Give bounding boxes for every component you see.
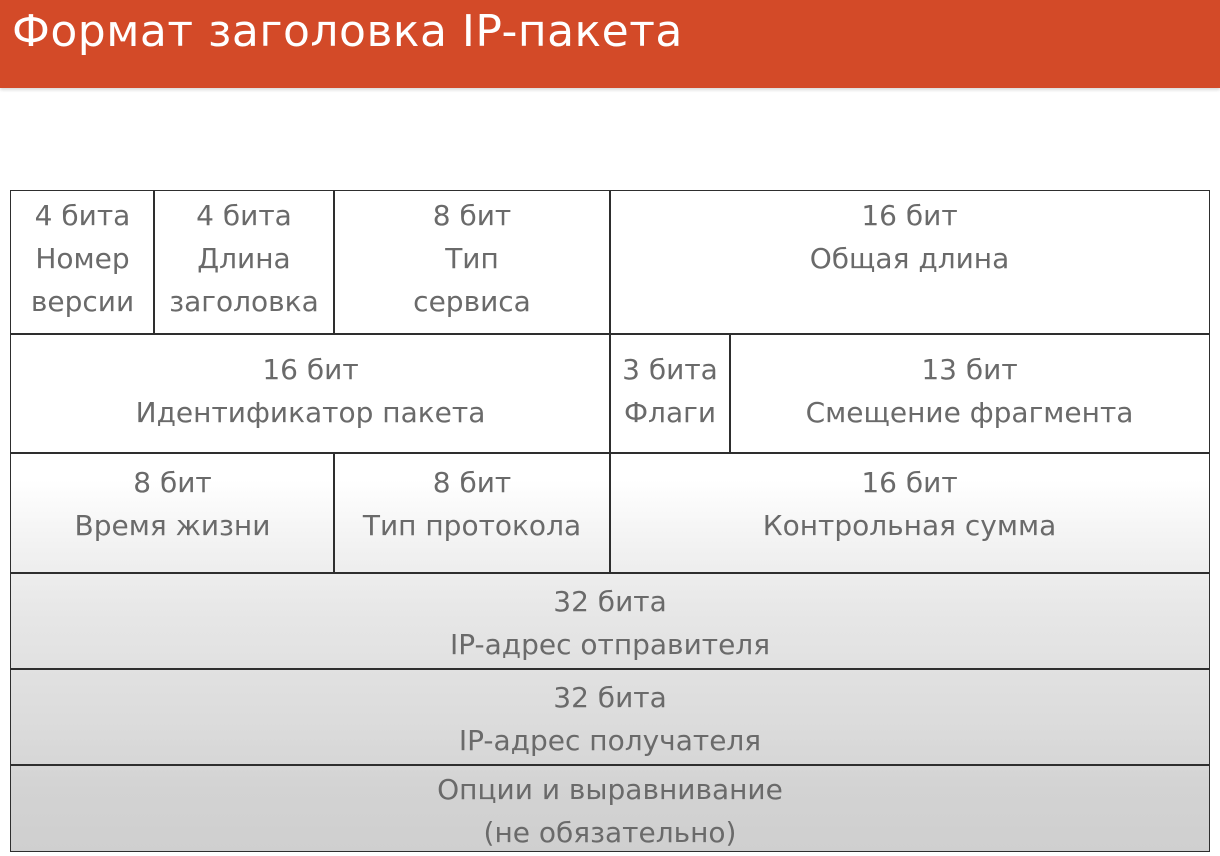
field-source-address-size: 32 бита bbox=[553, 585, 667, 618]
field-ttl-size: 8 бит bbox=[133, 466, 212, 499]
slide-title: Формат заголовка IP-пакета bbox=[12, 6, 683, 57]
title-bar bbox=[0, 0, 1220, 88]
field-checksum bbox=[609, 452, 1210, 574]
field-total-length bbox=[609, 190, 1210, 335]
field-service-type-name-line-2: сервиса bbox=[413, 285, 531, 318]
field-flags bbox=[609, 333, 731, 454]
field-protocol-size: 8 бит bbox=[432, 466, 512, 499]
field-checksum-name: Контрольная сумма bbox=[762, 509, 1057, 542]
field-source-address-name: IP-адрес отправителя bbox=[449, 628, 771, 661]
field-ttl bbox=[10, 452, 335, 574]
field-destination-address bbox=[10, 668, 1210, 766]
field-fragment-offset-name: Смещение фрагмента bbox=[805, 396, 1134, 429]
ip-header-diagram bbox=[10, 190, 1210, 852]
field-header-length-size: 4 бита bbox=[196, 199, 292, 232]
field-ttl-name: Время жизни bbox=[74, 509, 271, 542]
field-version-size: 4 бита bbox=[34, 199, 131, 232]
field-service-type-name-line-1: Тип bbox=[445, 242, 499, 275]
field-header-length-name-line-1: Длина bbox=[197, 242, 291, 275]
field-version-name-line-1: Номер bbox=[35, 242, 130, 275]
field-fragment-offset bbox=[729, 333, 1210, 454]
field-protocol bbox=[333, 452, 611, 574]
field-service-type bbox=[333, 190, 611, 335]
field-options-padding-name-line-1: Опции и выравнивание bbox=[437, 773, 783, 806]
field-destination-address-name: IP-адрес получателя bbox=[458, 724, 762, 757]
field-service-type-size: 8 бит bbox=[432, 199, 512, 232]
field-total-length-name: Общая длина bbox=[809, 242, 1010, 275]
field-source-address bbox=[10, 572, 1210, 670]
field-flags-size: 3 бита bbox=[622, 353, 718, 386]
field-destination-address-size: 32 бита bbox=[553, 681, 667, 714]
field-flags-name: Флаги bbox=[623, 396, 717, 429]
field-identification bbox=[10, 333, 611, 454]
field-version-name-line-2: версии bbox=[30, 285, 135, 318]
field-protocol-name: Тип протокола bbox=[362, 509, 582, 542]
field-options-padding-name-line-2: (не обязательно) bbox=[483, 816, 737, 849]
field-version bbox=[10, 190, 155, 335]
field-identification-size: 16 бит bbox=[262, 353, 359, 386]
field-fragment-offset-size: 13 бит bbox=[921, 353, 1018, 386]
field-identification-name: Идентификатор пакета bbox=[135, 396, 486, 429]
field-checksum-size: 16 бит bbox=[861, 466, 958, 499]
field-header-length-name-line-2: заголовка bbox=[169, 285, 319, 318]
field-options-padding bbox=[10, 764, 1210, 852]
field-total-length-size: 16 бит bbox=[861, 199, 958, 232]
field-header-length bbox=[153, 190, 335, 335]
